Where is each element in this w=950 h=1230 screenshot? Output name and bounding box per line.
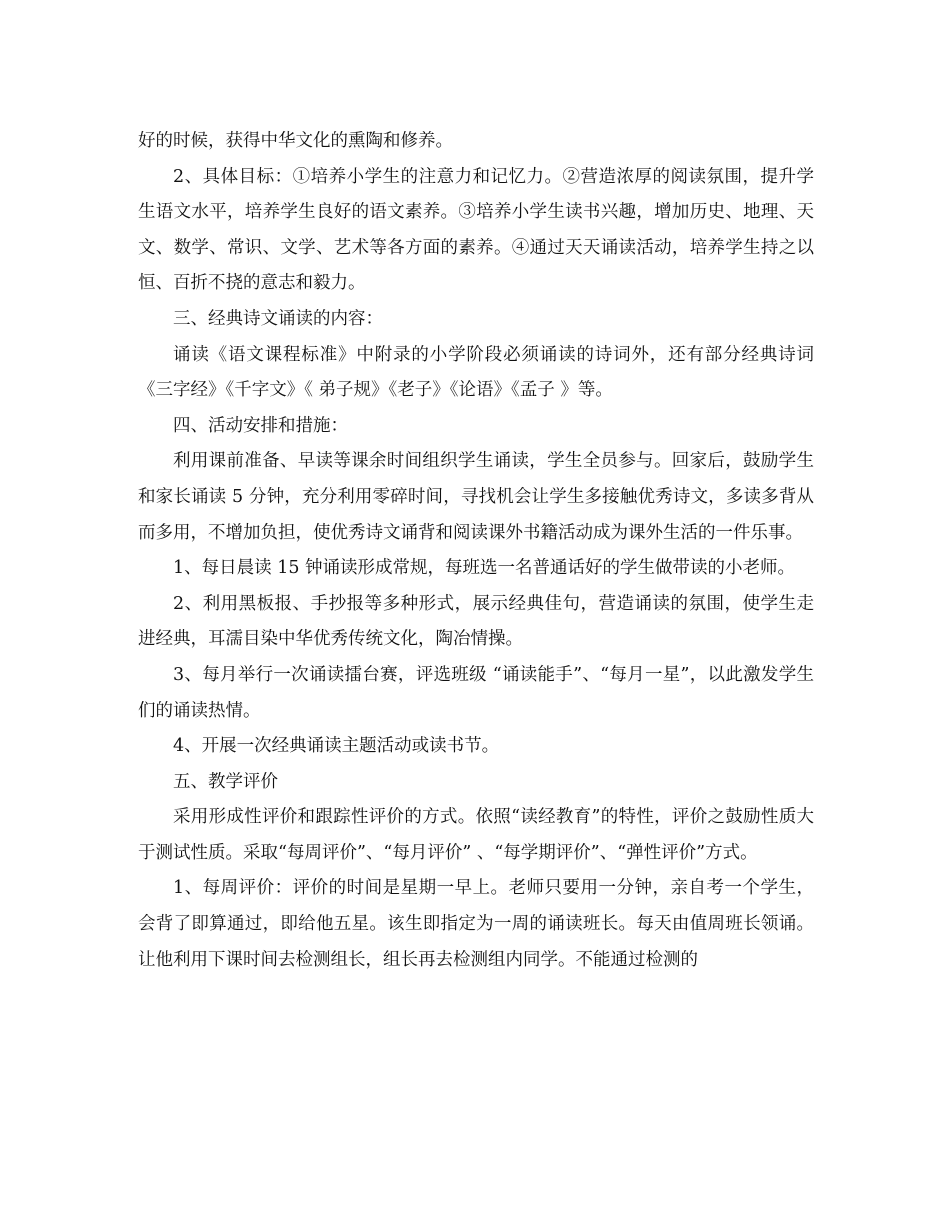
paragraph-continuation: 好的时候，获得中华文化的熏陶和修养。 <box>138 131 453 151</box>
paragraph-activity-arrangement: 利用课前准备、早读等课余时间组织学生诵读，学生全员参与。回家后，鼓励学生和家长诵读 5 分钟，充分利用零碎时间，寻找机会让学生多接触优秀诗文，多读多背从而多用，不增加负担，使优秀诗文诵背和阅读课外书籍活动成为课外生活的一件乐事。 <box>138 451 814 543</box>
document-body <box>138 124 814 978</box>
heading-recitation-content: 三、经典诗文诵读的内容： <box>173 308 383 329</box>
heading-activity-arrangement: 四、活动安排和措施： <box>173 415 348 436</box>
paragraph-specific-goals: 2、具体目标：①培养小学生的注意力和记忆力。②营造浓厚的阅读氛围，提升学生语文水平，培养学生良好的语文素养。③培养小学生读书兴趣，增加历史、地理、天文、数学、常识、文学、艺术等各方面的素养。④通过天天诵读活动，培养学生持之以恒、百折不挠的意志和毅力。 <box>138 166 814 294</box>
heading-teaching-evaluation: 五、教学评价 <box>173 771 278 792</box>
list-item-weekly-evaluation: 1、每周评价：评价的时间是星期一早上。老师只要用一分钟，亲自考一个学生，会背了即算通过，即给他五星。该生即指定为一周的诵读班长。每天由值周班长领诵。让他利用下课时间去检测组长，组长再去检测组内同学。不能通过检测的 <box>138 878 814 970</box>
list-item-theme-activity: 4、开展一次经典诵读主题活动或读书节。 <box>173 736 500 757</box>
list-item-morning-reading: 1、每日晨读 15 钟诵读形成常规，每班选一名普通话好的学生做带读的小老师。 <box>173 558 796 579</box>
list-item-blackboard: 2、利用黑板报、手抄报等多种形式，展示经典佳句，营造诵读的氛围，使学生走进经典，耳濡目染中华优秀传统文化，陶冶情操。 <box>138 593 814 650</box>
list-item-monthly-contest: 3、每月举行一次诵读擂台赛，评选班级 “诵读能手”、“每月一星”，以此激发学生们的诵读热情。 <box>138 664 814 721</box>
paragraph-teaching-evaluation: 采用形成性评价和跟踪性评价的方式。依照“读经教育”的特性，评价之鼓励性质大于测试性质。采取“每周评价”、“每月评价” 、“每学期评价”、“弹性评价”方式。 <box>138 807 814 863</box>
paragraph-recitation-content: 诵读《语文课程标准》中附录的小学阶段必须诵读的诗词外，还有部分经典诗词《三字经》《千字文》《 弟子规》《老子》《论语》《孟子 》等。 <box>138 344 814 401</box>
